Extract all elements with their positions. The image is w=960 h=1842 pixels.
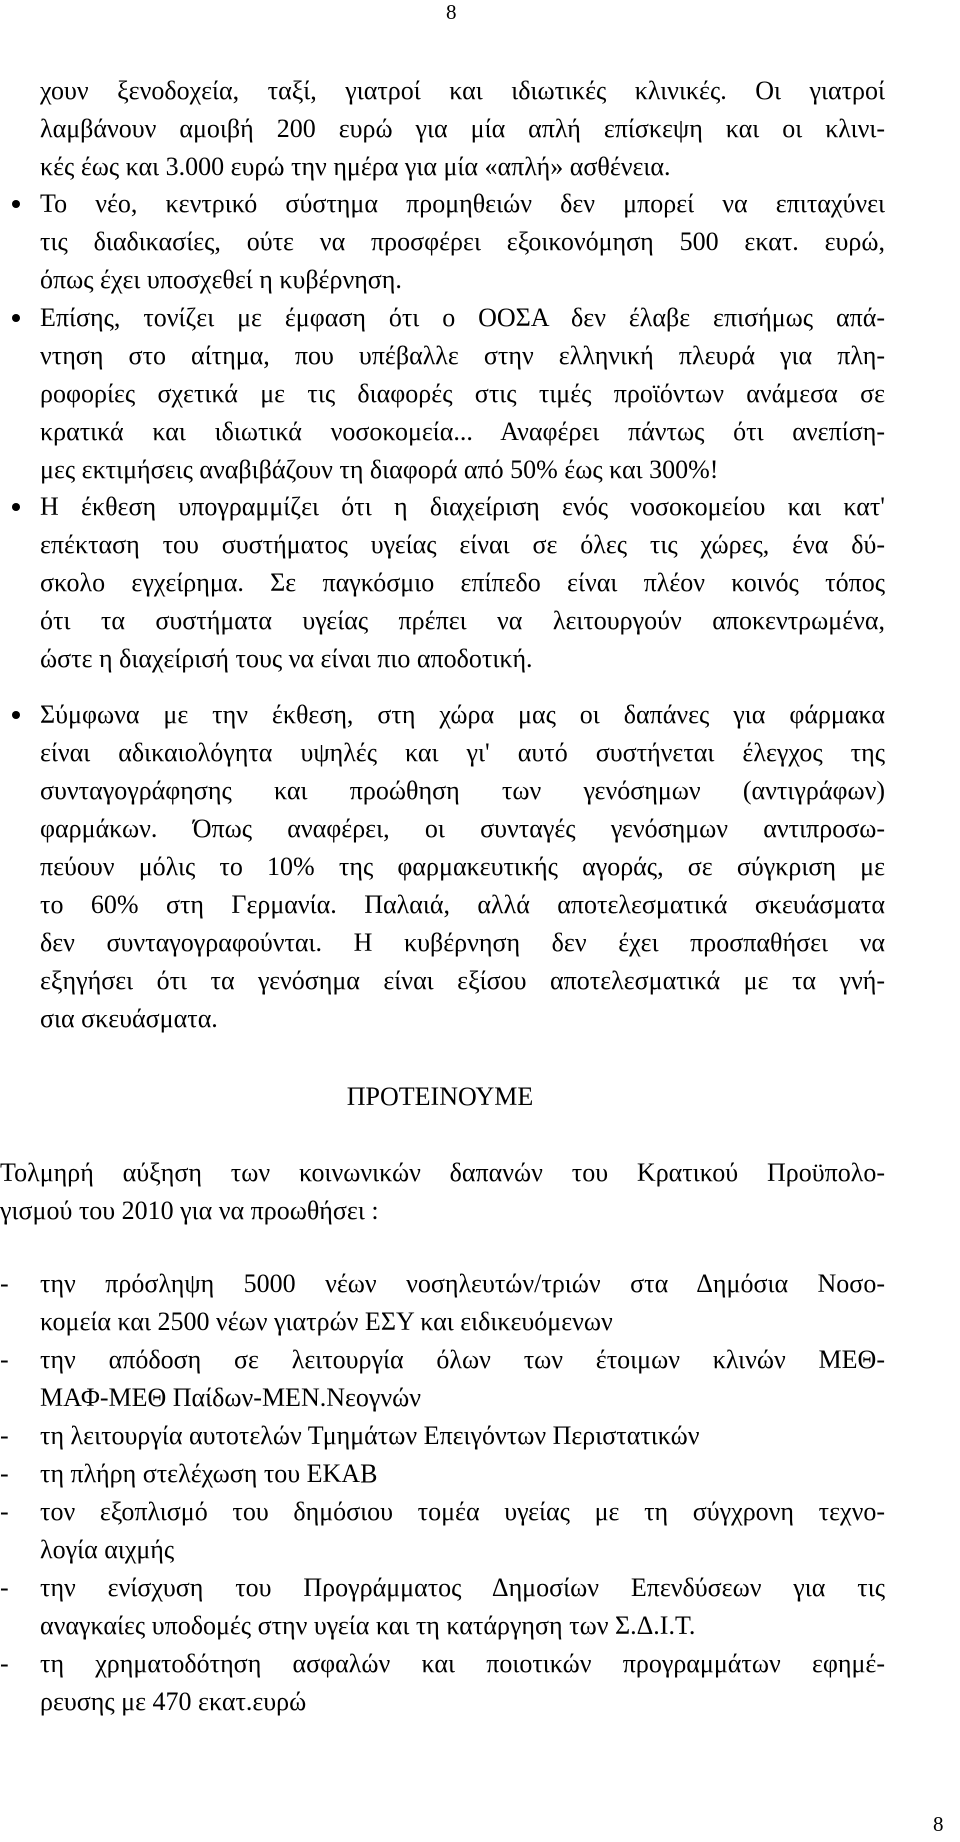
dash-marker: - [0,1421,9,1450]
paragraph-line: αναγκαίες υποδομές στην υγεία και τη κατάργηση των Σ.Δ.Ι.Τ. [40,1611,696,1640]
dash-marker: - [0,1497,9,1526]
paragraph-line: κές έως και 3.000 ευρώ την ημέρα για μία «απλή» ασθένεια. [40,152,671,181]
paragraph-line: τη χρηματοδότηση ασφαλών και ποιοτικών προγραμμάτων εφημέ- [40,1649,885,1678]
bullet-marker [12,314,20,322]
paragraph-line: τις διαδικασίες, ούτε να προσφέρει εξοικονόμηση 500 εκατ. ευρώ, [40,227,885,256]
paragraph-line: φαρμάκων. Όπως αναφέρει, οι συνταγές γενόσημων αντιπροσω- [40,814,885,843]
paragraph-line: επέκταση του συστήματος υγείας είναι σε όλες τις χώρες, ένα δύ- [40,530,885,559]
paragraph-line: μες εκτιμήσεις αναβιβάζουν τη διαφορά από 50% έως και 300%! [40,455,719,484]
paragraph-line: πεύουν μόλις το 10% της φαρμακευτικής αγοράς, σε σύγκριση με [40,852,885,881]
dash-marker: - [0,1649,9,1678]
paragraph-line: Το νέο, κεντρικό σύστημα προμηθειών δεν μπορεί να επιταχύνει [40,189,885,218]
paragraph-line: Η έκθεση υπογραμμίζει ότι η διαχείριση ενός νοσοκομείου και κατ' [40,492,885,521]
bullet-marker [12,711,20,719]
page-number-top: 8 [446,0,457,24]
paragraph-line: γισμού του 2010 για να προωθήσει : [0,1196,379,1225]
paragraph-line: σια σκευάσματα. [40,1004,218,1033]
paragraph-line: συνταγογράφησης και προώθηση των γενόσημων (αντιγράφων) [40,776,885,805]
paragraph-line: όπως έχει υποσχεθεί η κυβέρνηση. [40,265,402,294]
dash-marker: - [0,1345,9,1374]
paragraph-line: δεν συνταγογραφούνται. Η κυβέρνηση δεν έχει προσπαθήσει να [40,928,885,957]
paragraph-line: σκολο εγχείρημα. Σε παγκόσμιο επίπεδο είναι πλέον κοινός τόπος [40,568,885,597]
page-number-bottom: 8 [933,1812,944,1836]
paragraph-line: ντηση στο αίτημα, που υπέβαλλε στην ελληνική πλευρά για πλη- [40,341,885,370]
paragraph-line: χουν ξενοδοχεία, ταξί, γιατροί και ιδιωτικές κλινικές. Οι γιατροί [40,76,885,105]
paragraph-line: τη λειτουργία αυτοτελών Τμημάτων Επειγόντων Περιστατικών [40,1421,700,1450]
paragraph-line: την ενίσχυση του Προγράμματος Δημοσίων Επενδύσεων για τις [40,1573,885,1602]
paragraph-line: τον εξοπλισμό του δημόσιου τομέα υγείας με τη σύγχρονη τεχνο- [40,1497,885,1526]
bullet-marker [12,503,20,511]
paragraph-line: ρευσης με 470 εκατ.ευρώ [40,1687,307,1716]
paragraph-line: Σύμφωνα με την έκθεση, στη χώρα μας οι δαπάνες για φάρμακα [40,700,885,729]
paragraph-line: το 60% στη Γερμανία. Παλαιά, αλλά αποτελεσματικά σκευάσματα [40,890,885,919]
dash-marker: - [0,1459,9,1488]
paragraph-line: λογία αιχμής [40,1535,175,1564]
paragraph-line: ώστε η διαχείρισή τους να είναι πιο αποδοτική. [40,644,533,673]
paragraph-line: κρατικά και ιδιωτικά νοσοκομεία... Αναφέρει πάντως ότι ανεπίση- [40,417,885,446]
paragraph-line: την απόδοση σε λειτουργία όλων των έτοιμων κλινών ΜΕΘ- [40,1345,885,1374]
paragraph-line: ροφορίες σχετικά με τις διαφορές στις τιμές προϊόντων ανάμεσα σε [40,379,885,408]
dash-marker: - [0,1269,9,1298]
bullet-marker [12,200,20,208]
paragraph-line: την πρόσληψη 5000 νέων νοσηλευτών/τριών στα Δημόσια Νοσο- [40,1269,885,1298]
paragraph-line: λαμβάνουν αμοιβή 200 ευρώ για μία απλή επίσκεψη και οι κλινι- [40,114,885,143]
paragraph-line: κομεία και 2500 νέων γιατρών ΕΣΥ και ειδικευόμενων [40,1307,613,1336]
section-heading: ΠΡΟΤΕΙΝΟΥΜΕ [346,1082,534,1111]
paragraph-line: ΜΑΦ-ΜΕΘ Παίδων-ΜΕΝ.Νεογνών [40,1383,422,1412]
paragraph-line: Επίσης, τονίζει με έμφαση ότι ο ΟΟΣΑ δεν έλαβε επισήμως απά- [40,303,885,332]
paragraph-line: εξηγήσει ότι τα γενόσημα είναι εξίσου αποτελεσματικά με τα γνή- [40,966,885,995]
dash-marker: - [0,1573,9,1602]
paragraph-line: Τολμηρή αύξηση των κοινωνικών δαπανών του Κρατικού Προϋπολο- [0,1158,885,1187]
paragraph-line: τη πλήρη στελέχωση του ΕΚΑΒ [40,1459,378,1488]
paragraph-line: είναι αδικαιολόγητα υψηλές και γι' αυτό συστήνεται έλεγχος της [40,738,885,767]
paragraph-line: ότι τα συστήματα υγείας πρέπει να λειτουργούν αποκεντρωμένα, [40,606,885,635]
